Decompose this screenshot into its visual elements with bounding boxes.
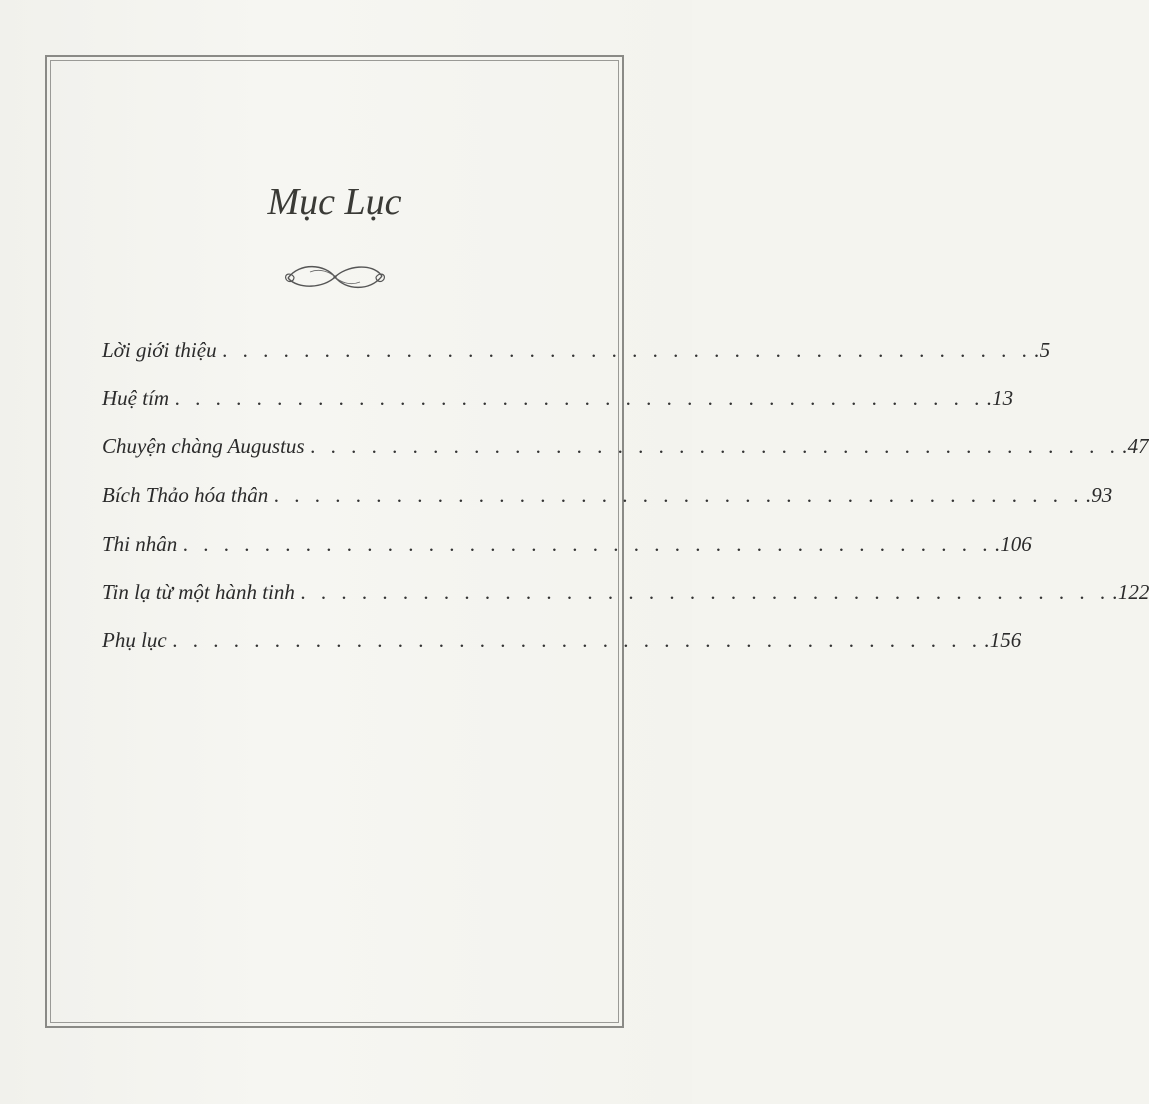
toc-entry[interactable]: [102, 483, 1113, 513]
toc-dot-leader: . . . . . . . . . . . . . . . . . . . . . . . . . . . . . . . . . . . . . . . .: [183, 532, 994, 556]
toc-entry-page: .47: [1122, 434, 1149, 458]
toc-entry-title: Thi nhân: [102, 532, 178, 556]
toc-entry[interactable]: [102, 628, 1022, 658]
toc-entry-title: Chuyện chàng Augustus: [102, 434, 305, 458]
toc-entry-title: Bích Thảo hóa thân: [102, 483, 269, 507]
page-title: Mục Lục: [267, 181, 402, 223]
toc-entry-page: .106: [995, 532, 1032, 556]
toc-entry-page: .122: [1112, 580, 1149, 604]
scroll-flourish-icon: [280, 258, 390, 296]
toc-dot-leader: . . . . . . . . . . . . . . . . . . . . . . . . . . . . . . . . . . . . . . . .: [300, 580, 1111, 604]
toc-dot-leader: . . . . . . . . . . . . . . . . . . . . . . . . . . . . . . . . . . . . . . . .: [274, 483, 1084, 507]
toc-dot-leader: . . . . . . . . . . . . . . . . . . . . . . . . . . . . . . . . . . . . . . . .: [175, 386, 985, 410]
toc-dot-leader: . . . . . . . . . . . . . . . . . . . . . . . . . . . . . . . . . . . . . . . .: [310, 434, 1121, 458]
toc-entry-page: .156: [984, 628, 1022, 652]
toc-entry[interactable]: [102, 580, 1149, 610]
toc-entry-page: .93: [1086, 483, 1113, 507]
toc-entry-page: .5: [1034, 338, 1051, 362]
toc-entry[interactable]: [102, 532, 1032, 562]
toc-entry[interactable]: [102, 338, 1051, 368]
toc-entry-title: Lời giới thiệu: [102, 338, 217, 362]
toc-entry-title: Huệ tím: [102, 386, 170, 410]
toc-dot-leader: . . . . . . . . . . . . . . . . . . . . . . . . . . . . . . . . . . . . . . . .: [222, 338, 1033, 362]
toc-entry[interactable]: [102, 386, 1014, 416]
toc-entry[interactable]: [102, 434, 1149, 464]
toc-entry-title: Tin lạ từ một hành tinh: [102, 580, 295, 604]
toc-dot-leader: . . . . . . . . . . . . . . . . . . . . . . . . . . . . . . . . . . . . . . . .: [172, 628, 983, 652]
toc-entry-page: .13: [986, 386, 1014, 410]
toc-entry-title: Phụ lục: [102, 628, 167, 652]
